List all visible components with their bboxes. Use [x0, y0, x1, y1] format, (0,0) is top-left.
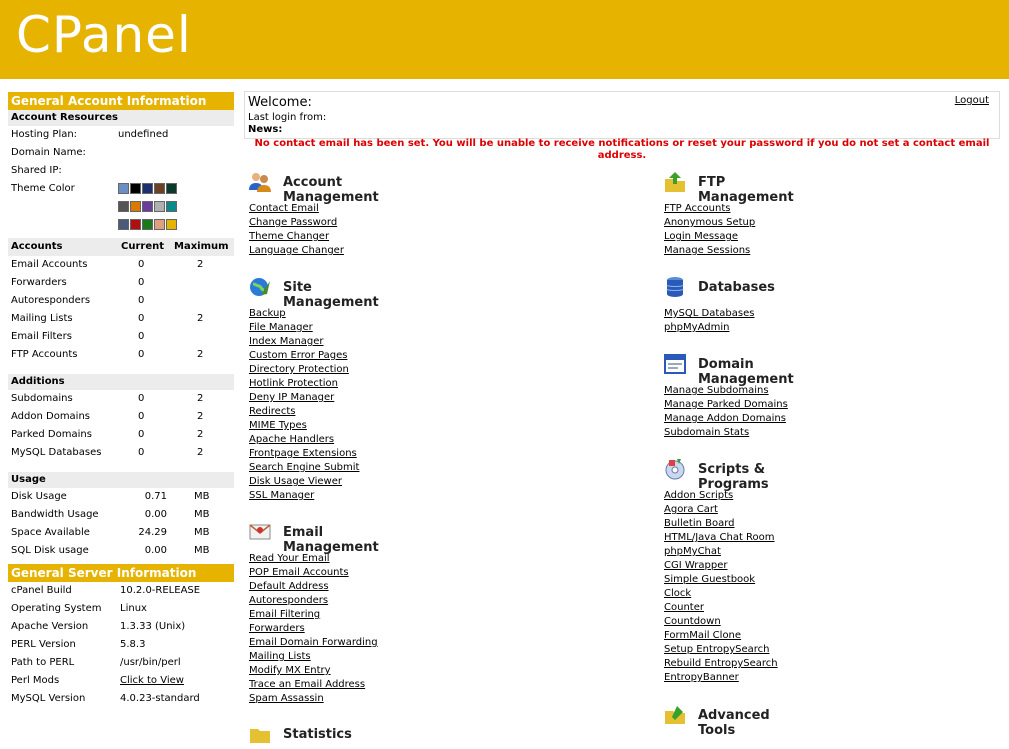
group-header	[246, 520, 379, 555]
stat-row	[8, 274, 234, 292]
server-info-label: Path to PERL	[11, 657, 75, 668]
group-databases	[661, 275, 775, 335]
link-search-engine-submit[interactable]: Search Engine Submit	[249, 462, 360, 473]
theme-color-swatches	[118, 183, 188, 237]
group-header	[246, 275, 379, 310]
link-mailing-lists[interactable]: Mailing Lists	[249, 651, 311, 662]
stat-maximum: 2	[197, 349, 204, 360]
usage-value: 0.71	[144, 491, 167, 502]
cd-icon	[663, 457, 687, 481]
theme-swatch[interactable]	[118, 183, 129, 194]
contact-email-warning: No contact email has been set. You will be unable to receive notifications or reset your password if you do not set a contact email address.	[254, 138, 990, 161]
stat-row	[8, 292, 234, 310]
server-info-row	[8, 636, 234, 654]
link-html-java-chat-room[interactable]: HTML/Java Chat Room	[664, 532, 775, 543]
link-phpmychat[interactable]: phpMyChat	[664, 546, 721, 557]
link-backup[interactable]: Backup	[249, 308, 286, 319]
sidebar	[8, 92, 234, 708]
link-manage-sessions[interactable]: Manage Sessions	[664, 245, 751, 256]
link-counter[interactable]: Counter	[664, 602, 704, 613]
theme-swatch[interactable]	[130, 183, 141, 194]
stat-row	[8, 328, 234, 346]
usage-row	[8, 488, 234, 506]
link-manage-subdomains[interactable]: Manage Subdomains	[664, 385, 769, 396]
theme-swatch[interactable]	[166, 201, 177, 212]
stat-row	[8, 408, 234, 426]
stat-maximum: 2	[197, 393, 204, 404]
stat-current: 0	[138, 313, 145, 324]
server-info-value: /usr/bin/perl	[120, 657, 181, 668]
server-info-row	[8, 600, 234, 618]
server-info-label: cPanel Build	[11, 585, 72, 596]
users-icon	[248, 170, 272, 194]
link-bulletin-board[interactable]: Bulletin Board	[664, 518, 735, 529]
usage-row	[8, 542, 234, 560]
shared-ip-label: Shared IP:	[11, 165, 62, 176]
group-title: Site Management	[283, 280, 379, 310]
stat-row	[8, 390, 234, 408]
link-index-manager[interactable]: Index Manager	[249, 336, 324, 347]
link-hotlink-protection[interactable]: Hotlink Protection	[249, 378, 339, 389]
usage-label: SQL Disk usage	[11, 545, 89, 556]
link-agora-cart[interactable]: Agora Cart	[664, 504, 718, 515]
stat-row	[8, 346, 234, 364]
maximum-col-label: Maximum	[174, 241, 229, 252]
link-cgi-wrapper[interactable]: CGI Wrapper	[664, 560, 728, 571]
link-anonymous-setup[interactable]: Anonymous Setup	[664, 217, 756, 228]
stat-label: MySQL Databases	[11, 447, 102, 458]
link-email-domain-forwarding[interactable]: Email Domain Forwarding	[249, 637, 378, 648]
link-clock[interactable]: Clock	[664, 588, 692, 599]
accounts-col-label: Accounts	[11, 241, 63, 252]
link-mysql-databases[interactable]: MySQL Databases	[664, 308, 755, 319]
link-subdomain-stats[interactable]: Subdomain Stats	[664, 427, 750, 438]
group-title: Scripts & Programs	[698, 462, 769, 492]
stat-current: 0	[138, 331, 145, 342]
account-resources-heading: Account Resources	[8, 110, 234, 126]
usage-heading: Usage	[8, 472, 234, 488]
server-info-value: 10.2.0-RELEASE	[120, 585, 201, 596]
globe-icon	[248, 275, 272, 299]
shared-ip-row	[8, 162, 234, 180]
group-title: FTP Management	[698, 175, 794, 205]
domain-name-row	[8, 144, 234, 162]
stat-label: FTP Accounts	[11, 349, 78, 360]
news-label: News:	[248, 124, 283, 135]
theme-swatch[interactable]	[142, 183, 153, 194]
group-header	[661, 170, 794, 205]
additions-heading: Additions	[8, 374, 234, 390]
link-list	[246, 552, 378, 706]
header-bar	[0, 0, 1009, 79]
stat-current: 0	[138, 429, 145, 440]
theme-swatch[interactable]	[118, 219, 129, 230]
logout-link[interactable]: Logout	[954, 95, 989, 106]
server-info-value: 5.8.3	[120, 639, 146, 650]
stat-row	[8, 444, 234, 462]
usage-unit: MB	[194, 527, 210, 538]
stat-row	[8, 310, 234, 328]
link-mime-types[interactable]: MIME Types	[249, 420, 307, 431]
group-header	[661, 352, 794, 387]
group-title: Domain Management	[698, 357, 794, 387]
stat-label: Subdomains	[11, 393, 73, 404]
group-domain-management	[661, 352, 794, 440]
stat-label: Email Accounts	[11, 259, 88, 270]
theme-swatch[interactable]	[154, 201, 165, 212]
ftp-icon	[663, 170, 687, 194]
server-info-row	[8, 690, 234, 708]
group-title: Statistics	[283, 727, 352, 742]
stat-current: 0	[138, 259, 145, 270]
link-rebuild-entropysearch[interactable]: Rebuild EntropySearch	[664, 658, 778, 669]
current-col-label: Current	[121, 241, 165, 252]
link-ftp-accounts[interactable]: FTP Accounts	[664, 203, 731, 214]
usage-row	[8, 506, 234, 524]
hosting-plan-row	[8, 126, 234, 144]
link-list	[246, 202, 344, 258]
link-list	[246, 307, 359, 503]
general-server-heading: General Server Information	[8, 564, 234, 582]
usage-value: 24.29	[138, 527, 167, 538]
group-title: Email Management	[283, 525, 379, 555]
theme-swatch[interactable]	[154, 183, 165, 194]
stat-maximum: 2	[197, 259, 204, 270]
stat-row	[8, 256, 234, 274]
welcome-title: Welcome:	[248, 95, 312, 110]
stat-row	[8, 426, 234, 444]
usage-label: Disk Usage	[11, 491, 67, 502]
group-email-management	[246, 520, 378, 706]
stat-label: Addon Domains	[11, 411, 91, 422]
domain-name-label: Domain Name:	[11, 147, 86, 158]
link-login-message[interactable]: Login Message	[664, 231, 738, 242]
server-info-label: PERL Version	[11, 639, 76, 650]
link-list	[661, 384, 788, 440]
accounts-table-header	[8, 238, 234, 256]
usage-unit: MB	[194, 491, 210, 502]
usage-row	[8, 524, 234, 542]
link-disk-usage-viewer[interactable]: Disk Usage Viewer	[249, 476, 342, 487]
theme-color-row	[8, 180, 234, 228]
server-info-value: Linux	[120, 603, 147, 614]
server-info-row	[8, 582, 234, 600]
window-icon	[663, 352, 687, 376]
link-custom-error-pages[interactable]: Custom Error Pages	[249, 350, 348, 361]
link-directory-protection[interactable]: Directory Protection	[249, 364, 349, 375]
group-header	[246, 170, 379, 205]
link-forwarders[interactable]: Forwarders	[249, 623, 305, 634]
link-redirects[interactable]: Redirects	[249, 406, 296, 417]
theme-color-label: Theme Color	[11, 183, 75, 194]
link-read-your-email[interactable]: Read Your Email	[249, 553, 330, 564]
envelope-icon	[248, 520, 272, 544]
theme-swatch[interactable]	[166, 183, 177, 194]
theme-swatch[interactable]	[130, 201, 141, 212]
group-header	[661, 275, 775, 301]
link-frontpage-extensions[interactable]: Frontpage Extensions	[249, 448, 357, 459]
stat-current: 0	[138, 277, 145, 288]
usage-label: Space Available	[11, 527, 90, 538]
theme-swatch[interactable]	[130, 219, 141, 230]
stat-label: Parked Domains	[11, 429, 92, 440]
server-info-row	[8, 618, 234, 636]
server-info-label: Operating System	[11, 603, 102, 614]
link-formmail-clone[interactable]: FormMail Clone	[664, 630, 742, 641]
server-info-value: 1.3.33 (Unix)	[120, 621, 186, 632]
stat-label: Mailing Lists	[11, 313, 73, 324]
stat-maximum: 2	[197, 411, 204, 422]
link-ssl-manager[interactable]: SSL Manager	[249, 490, 315, 501]
general-account-heading: General Account Information	[8, 92, 234, 110]
usage-value: 0.00	[144, 509, 167, 520]
theme-swatch[interactable]	[142, 201, 153, 212]
link-trace-an-email-address[interactable]: Trace an Email Address	[249, 679, 366, 690]
group-site-management	[246, 275, 379, 503]
link-manage-parked-domains[interactable]: Manage Parked Domains	[664, 399, 788, 410]
server-info-label: MySQL Version	[11, 693, 86, 704]
stat-maximum: 2	[197, 447, 204, 458]
group-title: Databases	[698, 280, 775, 295]
stat-label: Forwarders	[11, 277, 67, 288]
last-login: Last login from:	[248, 112, 327, 123]
link-pop-email-accounts[interactable]: POP Email Accounts	[249, 567, 349, 578]
link-autoresponders[interactable]: Autoresponders	[249, 595, 329, 606]
usage-unit: MB	[194, 545, 210, 556]
link-default-address[interactable]: Default Address	[249, 581, 329, 592]
server-info-label: Perl Mods	[11, 675, 60, 686]
link-change-password[interactable]: Change Password	[249, 217, 338, 228]
link-contact-email[interactable]: Contact Email	[249, 203, 319, 214]
theme-swatch[interactable]	[166, 219, 177, 230]
server-info-value: 4.0.23-standard	[120, 693, 200, 704]
link-apache-handlers[interactable]: Apache Handlers	[249, 434, 335, 445]
usage-label: Bandwidth Usage	[11, 509, 99, 520]
server-info-row	[8, 672, 234, 690]
link-list	[661, 202, 755, 258]
link-setup-entropysearch[interactable]: Setup EntropySearch	[664, 644, 770, 655]
hosting-plan-value: undefined	[118, 129, 169, 140]
server-info-row	[8, 654, 234, 672]
link-modify-mx-entry[interactable]: Modify MX Entry	[249, 665, 331, 676]
usage-unit: MB	[194, 509, 210, 520]
link-list	[661, 489, 778, 685]
stat-maximum: 2	[197, 429, 204, 440]
group-ftp-management	[661, 170, 794, 258]
link-addon-scripts[interactable]: Addon Scripts	[664, 490, 734, 501]
link-file-manager[interactable]: File Manager	[249, 322, 313, 333]
stat-current: 0	[138, 447, 145, 458]
stat-current: 0	[138, 349, 145, 360]
server-info-label: Apache Version	[11, 621, 89, 632]
theme-swatch[interactable]	[118, 201, 129, 212]
stat-current: 0	[138, 411, 145, 422]
theme-swatch[interactable]	[154, 219, 165, 230]
link-email-filtering[interactable]: Email Filtering	[249, 609, 321, 620]
theme-swatch[interactable]	[142, 219, 153, 230]
brand-logo: CPanel	[16, 6, 192, 64]
link-list	[661, 307, 754, 335]
group-account-management	[246, 170, 379, 258]
link-entropybanner[interactable]: EntropyBanner	[664, 672, 739, 683]
link-deny-ip-manager[interactable]: Deny IP Manager	[249, 392, 335, 403]
folder-icon	[248, 722, 272, 746]
group-scripts-programs	[661, 457, 778, 685]
stat-maximum: 2	[197, 313, 204, 324]
welcome-box	[244, 91, 1000, 139]
stat-label: Email Filters	[11, 331, 72, 342]
stat-current: 0	[138, 393, 145, 404]
group-title: Account Management	[283, 175, 379, 205]
database-icon	[663, 275, 687, 299]
link-theme-changer[interactable]: Theme Changer	[249, 231, 330, 242]
link-simple-guestbook[interactable]: Simple Guestbook	[664, 574, 756, 585]
link-countdown[interactable]: Countdown	[664, 616, 721, 627]
group-header	[661, 457, 778, 492]
hosting-plan-label: Hosting Plan:	[11, 129, 78, 140]
perl-mods-link[interactable]: Click to View	[120, 675, 184, 686]
link-spam-assassin[interactable]: Spam Assassin	[249, 693, 324, 704]
stat-current: 0	[138, 295, 145, 306]
usage-value: 0.00	[144, 545, 167, 556]
stat-label: Autoresponders	[11, 295, 91, 306]
link-language-changer[interactable]: Language Changer	[249, 245, 344, 256]
link-phpmyadmin[interactable]: phpMyAdmin	[664, 322, 730, 333]
link-manage-addon-domains[interactable]: Manage Addon Domains	[664, 413, 786, 424]
folder-tools-icon	[663, 703, 687, 727]
group-title: Advanced Tools	[698, 708, 770, 738]
